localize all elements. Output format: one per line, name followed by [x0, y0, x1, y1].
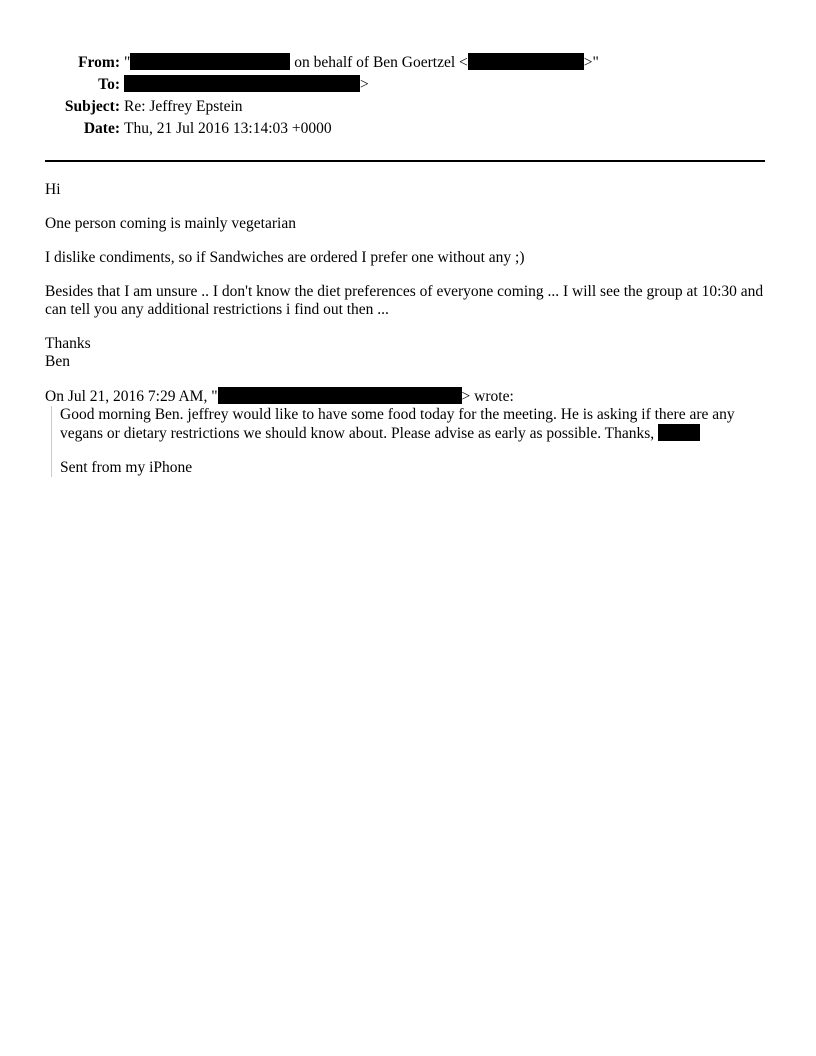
subject-row — [0, 96, 816, 118]
signature-name: Ben — [45, 353, 70, 370]
from-middle-text: on behalf of Ben Goertzel < — [290, 54, 468, 71]
date-value: Thu, 21 Jul 2016 13:14:03 +0000 — [124, 120, 332, 137]
quote-attribution — [45, 387, 770, 406]
redaction-block — [658, 424, 700, 441]
signature-block — [45, 335, 770, 371]
body-paragraph: Besides that I am unsure .. I don't know the diet preferences of everyone coming ... I will see the group at 10:30 and can tell you any additional restrictions i find out then ... — [45, 283, 764, 318]
to-row — [0, 74, 816, 96]
date-row — [0, 118, 816, 140]
quoted-message — [51, 406, 770, 477]
from-row — [0, 52, 816, 74]
to-close-text: > — [360, 76, 369, 93]
quoted-paragraph — [60, 406, 770, 443]
greeting: Hi — [45, 181, 61, 198]
redaction-block — [218, 387, 462, 404]
body-paragraph: One person coming is mainly vegetarian — [45, 215, 296, 232]
subject-label: Subject: — [64, 98, 120, 115]
from-label: From: — [78, 54, 120, 71]
email-header — [0, 52, 816, 140]
from-close-text: >" — [583, 54, 599, 71]
date-label: Date: — [83, 120, 120, 137]
email-body — [45, 181, 770, 477]
redaction-block — [124, 75, 360, 92]
quoted-message-text: Good morning Ben. jeffrey would like to have some food today for the meeting. He is asking if there are any vegans or dietary restrictions we should know about. Please advise as early as possible. Thanks, — [60, 406, 735, 442]
redaction-block — [130, 53, 290, 70]
subject-value: Re: Jeffrey Epstein — [124, 98, 243, 115]
from-open-quote: " — [124, 54, 131, 71]
to-label: To: — [98, 76, 120, 93]
quote-intro-suffix: > wrote: — [461, 388, 514, 405]
body-paragraph: I dislike condiments, so if Sandwiches are ordered I prefer one without any ;) — [45, 249, 525, 266]
from-value — [124, 52, 599, 74]
quoted-footer: Sent from my iPhone — [60, 459, 193, 476]
to-value — [124, 74, 369, 96]
quote-intro-prefix: On Jul 21, 2016 7:29 AM, " — [45, 388, 218, 405]
header-divider — [45, 160, 765, 162]
signoff: Thanks — [45, 335, 91, 352]
redaction-block — [468, 53, 584, 70]
